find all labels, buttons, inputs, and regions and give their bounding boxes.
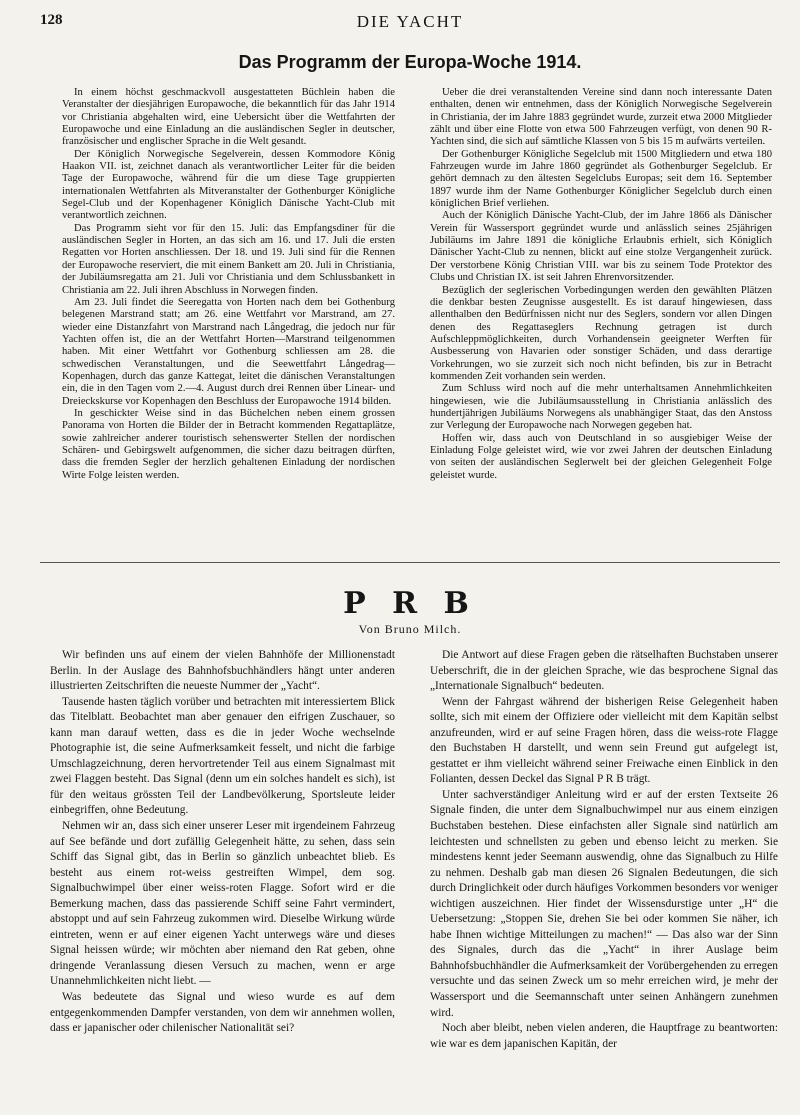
- byline: Von Bruno Milch.: [358, 622, 462, 636]
- paragraph: Ueber die drei veranstaltenden Vereine sind dann noch interessante Daten enthalten, denen wir entnehmen, dass der Königlich Norwegische Segelverein in Christiania, der im Jahre 1883 gegründet wurde, zurzeit etwa 2000 Mitglieder zählt und über eine Flotte von etwa 500 Fahrzeugen verfügt, von denen 90 R-Yachten sind, die sich auf sämtliche Klassen von 5 bis 15 m aufwärts verteilen.: [430, 87, 772, 148]
- paragraph: Wir befinden uns auf einem der vielen Bahnhöfe der Millionenstadt Berlin. In der Auslage des Bahnhofsbuchhändlers hängt unter anderen illustrierten Zeitschriften die neueste Nummer der „Yacht“.: [50, 649, 395, 693]
- paragraph: Unter sachverständiger Anleitung wird er auf der ersten Textseite 26 Signale finden, die unter dem Signalbuchwimpel nur aus einem einzigen Buchstaben bestehen. Diese einfachsten aller Signale sind natürlich am leichtesten und schnellsten zu geben und ebenso leicht zu merken. Sie mindestens kennt jeder Seemann auswendig, ohne das Signalbuch zu Hilfe zu nehmen. Deshalb gab man diesen 26 Signalen Bedeutungen, die sich durch Dringlichkeit oder durch häufiges Vorkommen besonders vor weniger wichtigen auszeichnen. Hier findet der Wissensdurstige unter „H“ die Uebersetzung: „Stoppen Sie, drehen Sie bei oder kommen Sie näher, ich habe Ihnen wichtige Mitteilungen zu machen!“ — Das also war der Sinn des Signales, durch das die „Yacht“ in ihrer Auslage beim Bahnhofsbuchhändler die Aufmerksamkeit der Vorübergehenden zu erregen versuchte und das seinen Zweck um so mehr erreichen wird, je mehr der Wassersport und die Seemannschaft unter seinen Anhängern zunehmen wird.: [430, 788, 778, 1019]
- article2-right-column: [430, 648, 778, 1052]
- paragraph: Zum Schluss wird noch auf die mehr unterhaltsamen Annehmlichkeiten hingewiesen, wie die Jubiläumsausstellung in Christiania anlässlich des hundertjährigen Jubiläums Norwegens als unabhängiger Staat, das den Anstoss zur Verlegung der Europawoche nach Norwegen gegeben hat.: [430, 383, 772, 432]
- paragraph: Tausende hasten täglich vorüber und betrachten mit interessiertem Blick das Titelblatt. Beobachtet man aber genauer den eifrigen Zuschauer, so kann man darauf wetten, dass es die in jeder Woche wechselnde Photographie ist, die seine Aufmerksamkeit fesselt, und nicht die farbige Umschlagzeichnung, deren hervortretender Teil aus einem Signalmast mit zwei Flaggen besteht. Das Signal (denn um ein solches handelt es sich), ist für den weitaus grössten Teil der Landbevölkerung, Sportsleute leider einbegriffen, ohne Bedeutung.: [50, 695, 395, 817]
- article1-right-column: [430, 87, 772, 482]
- paragraph: Das Programm sieht vor für den 15. Juli: das Empfangsdiner für die ausländischen Segler in Horten, an das sich am 16. und 17. Juli die ersten Regatten vor Horten anschliessen. Der 18. und 19. Juli sind für die Rennen der Europawoche reserviert, die mit einem Bankett am 20. Juli in Christiania, der Jubiläumsregatta am 21. Juli vor Christiania und dem Schlussbankett in Christiania am 22. Juli ihren Abschluss in Norwegen finden.: [62, 222, 395, 296]
- article-title-prb: P R B: [343, 586, 477, 621]
- paragraph: Was bedeutete das Signal und wieso wurde es auf dem entgegenkommenden Dampfer verstanden, von dem wir annehmen wollen, dass er japanischer oder chilenischer Nationalität sei?: [50, 991, 395, 1035]
- paragraph: Am 23. Juli findet die Seeregatta von Horten nach dem bei Gothenburg belegenen Marstrand statt; am 26. eine Wettfahrt vor Marstrand, am 27. wieder eine Distanzfahrt von Marstrand nach Långedrag, die jedoch nur für Yachten offen ist, die an der Wettfahrt Horten—Marstrand teilgenommen haben. Mit einer Wettfahrt vor Gothenburg schliessen am 28. die schwedischen Veranstaltungen, und die Seewettfahrt Långedrag—Kopenhagen, durch das ganze Kattegat, leitet die dänischen Veranstaltungen ein, die in den Tagen vom 2.—4. August durch drei Rennen über Linear- und Dreieckskurse vor Kopenhagen den Beschluss der Europawoche 1914 bilden.: [62, 296, 395, 407]
- paragraph: Wenn der Fahrgast während der bisherigen Reise Gelegenheit haben sollte, sich mit einem der Offiziere oder vielleicht mit dem Kapitän selbst anzufreunden, wird er auf seine Fragen hören, dass die weiss-rote Flagge den Buchstaben H darstellt, und wenn sein Freund gut aufgelegt ist, gestattet er ihm vielleicht während seiner Freiwache einen Einblick in den Folianten, dessen Deckel das Signal P R B trägt.: [430, 695, 778, 786]
- paragraph: In geschickter Weise sind in das Büchelchen neben einem grossen Panorama von Horten die Bilder der in Betracht kommenden Regattaplätze, sowie zahlreicher anderer touristisch sehenswerter Stellen der nordischen Schären- und Gebirgswelt aufgenommen, die sicher dazu beitragen dürften, dass die fremden Segler der herzlich gehaltenen Einladung der nordischen Wirte Folge leisten werden.: [62, 407, 395, 481]
- paragraph: Nehmen wir an, dass sich einer unserer Leser mit irgendeinem Fahrzeug auf See befände und dort zufällig Gelegenheit hätte, zu sehen, dass sein Schiff das Signal gibt, das in Berlin so gänzlich unbeachtet blieb. Es besteht aus einem rot-weiss gestreiften Wimpel, dem sog. Signalbuchwimpel über einer weiss-roten Flagge. Sofort wird er die Bemerkung machen, dass das passierende Schiff seine Fahrt vermindert, abstoppt und auf sein Fahrzeug zukommen wird. Dieselbe Wirkung würde eintreten, wenn er auf einer eigenen Yacht unterwegs wäre und dieses Signal heissen würde; wir möchten aber niemand den Rat geben, ohne dringende Veranlassung diesen Versuch zu machen, wenn er arge Unannehmlichkeiten nicht liebt. —: [50, 820, 395, 988]
- paragraph: Noch aber bleibt, neben vielen anderen, die Hauptfrage zu beantworten: wie war es dem japanischen Kapitän, der: [430, 1022, 778, 1050]
- paragraph: Auch der Königlich Dänische Yacht-Club, der im Jahre 1866 als Dänischer Verein für Wassersport gegründet wurde und anlässlich seines 25jährigen Jubiläums im Jahre 1891 die königliche Erlaubnis erhielt, sich Königlich Dänischer Yacht-Club zu nennen, blickt auf eine stolze Vergangenheit zurück. Der verstorbene König Christian VIII. war bis zu seinem Tode Protektor des Clubs und Christian IX. ist seit Jahren Ehrenvorsitzender.: [430, 210, 772, 284]
- paragraph: Bezüglich der seglerischen Vorbedingungen werden den gewählten Plätzen die denkbar besten Zeugnisse ausgestellt. Es ist darauf hingewiesen, dass allenthalben den Bedürfnissen nicht nur des Seglers, sondern vor allen Dingen denen des Regattaseglers Rechnung getragen ist durch Aufschleppmöglichkeiten, durch Vorhandensein geeigneter Werften für Ausbesserung von Havarien oder sonstiger Schäden, und dass derartige Vorkehrungen, wo sie zurzeit sich noch nicht befinden, bis zur in Betracht kommenden Zeit vorhanden sein werden.: [430, 284, 772, 382]
- running-head: DIE YACHT: [356, 12, 464, 31]
- section-divider: [40, 562, 780, 563]
- page-number: 128: [40, 12, 63, 28]
- paragraph: Der Gothenburger Königliche Segelclub mit 1500 Mitgliedern und etwa 180 Fahrzeugen wurde im Jahre 1860 gegründet als Gothenburger Segelclub. Er gehört demnach zu den ältesten Segelclubs Europas; seit dem 16. September 1897 wurde ihm der Name Gothenburger Königlicher Segelclub durch einen königlichen Brief verliehen.: [430, 148, 772, 210]
- article1-left-column: [62, 87, 395, 482]
- paragraph: Die Antwort auf diese Fragen geben die rätselhaften Buchstaben unserer Ueberschrift, die in der gleichen Sprache, wie das besprochene Signal das „Internationale Signalbuch“ bedeuten.: [430, 649, 778, 693]
- article2-left-column: [50, 648, 395, 1037]
- paragraph: In einem höchst geschmackvoll ausgestatteten Büchlein haben die Veranstalter der diesjährigen Europawoche, die bekanntlich für das Jahr 1914 vor Christiania abgehalten wird, eine Uebersicht über die Wettfahrten der Europawoche und eine Einladung an die ausländischen Segler in deutscher, französischer und englischer Sprache in die Welt gesandt.: [62, 87, 395, 148]
- paragraph: Der Königlich Norwegische Segelverein, dessen Kommodore König Haakon VII. ist, zeichnet danach als verantwortlicher Leiter für die beiden Tage der Europawoche, während für die um diese Tage gruppierten internationalen Wettfahrten als Mitveranstalter der Gothenburger Königliche Segel-Club und der Kopenhagener Königlich Dänische Yacht-Club mit verantwortlich zeichnen.: [62, 148, 395, 222]
- page-header: [40, 6, 780, 36]
- article-title-europa-woche: Das Programm der Europa-Woche 1914.: [238, 52, 582, 72]
- paragraph: Hoffen wir, dass auch von Deutschland in so ausgiebiger Weise der Einladung Folge geleistet wird, wie vor zwei Jahren der deutschen Einladung von seiten der ausländischen Seglerwelt bei der gleichen Gelegenheit Folge geleistet wurde.: [430, 432, 772, 481]
